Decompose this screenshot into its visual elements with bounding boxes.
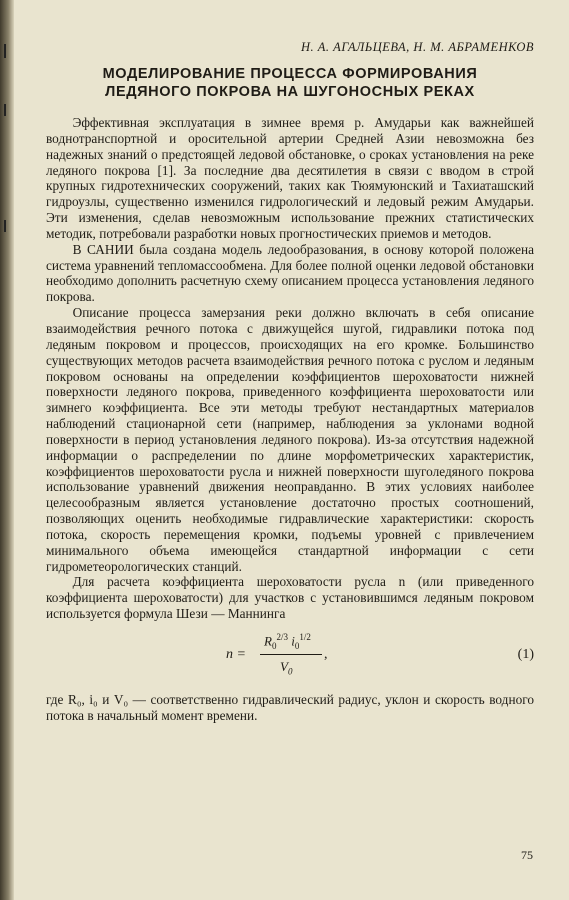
- fraction-bar: [260, 654, 322, 655]
- article-title: [46, 65, 534, 101]
- manning-formula: [226, 630, 346, 682]
- paragraph: Эффективная эксплуатация в зимнее время р. Амударьи как важнейшей воднотранспортной и оросительной артерии Средней Азии невозможна без надежных знаний о предстоящей ледовой обстановке, о сроках установления на реке ледяного покрова [1]. За последние два десятилетия в связи с вводом в строй крупных гидротехнических сооружений, таких как Тюямуюнский и Тахиаташский гидроузлы, существенно изменился гидрологический и ледовый режим Амударьи. Эти изменения, сделав невозможным использование прежних статистических методик, потребовали разработки новых прогностических приемов и методов.: [46, 115, 534, 241]
- gutter-mark: [4, 220, 6, 232]
- formula-numerator: $R_0^{2/3}$ $i_0^{1/2}$: [264, 632, 311, 651]
- paragraph: Для расчета коэффициента шероховатости русла n (или приведенного коэффициента шероховатости) для участков с установившимся ледяным покровом используется формула Шези — Маннинга: [46, 574, 534, 622]
- equation-number: (1): [517, 647, 534, 662]
- title-line: МОДЕЛИРОВАНИЕ ПРОЦЕССА ФОРМИРОВАНИЯ: [102, 66, 478, 82]
- paragraph: В САНИИ была создана модель ледообразования, в основу которой положена система уравнений тепломассообмена. Для более полной оценки ледовой обстановки необходимо дополнить расчетную схему описанием процесса установления ледяного покрова.: [46, 241, 534, 305]
- title-line: ЛЕДЯНОГО ПОКРОВА НА ШУГОНОСНЫХ РЕКАХ: [105, 84, 475, 100]
- gutter-mark: [4, 44, 6, 58]
- formula-lhs: n =: [226, 647, 246, 662]
- paragraph: Описание процесса замерзания реки должно включать в себя описание взаимодействия речного потока с движущейся шугой, гидравлики потока под ледяным покровом и процессов, происходящих на его кромке. Большинство существующих методов расчета взаимодействия речного потока с руслом и ледяным покровом основаны на определении коэффициентов шероховатости нижней поверхности ледяного покрова, приведенного коэффициента шероховатости или зимнего коэффициента. Все эти методы требуют нестандартных материалов наблюдений стационарной сети (например, наблюдения за уклонами водной поверхности в период установления ледяного покрова). Из-за отсутствия надежной информации о распределении по длине морфометрических характеристик, коэффициентов шероховатости русла и нижней поверхности шуголедяного покрова использование уравнений движения неоправданно. В этих условиях наиболее целесообразным является установление достаточно простых соотношений, позволяющих оценить необходимые гидравлические характеристики: скорость потока, скорость перемещения кромки, подъемы уровней с привлечением минимального объема имеющейся стандартной информации с сети гидрометеорологических станций.: [46, 305, 534, 574]
- page-content: [46, 40, 534, 724]
- page-number: 75: [521, 848, 533, 862]
- paragraph: где R₀, i₀ и V₀ — соответственно гидравлический радиус, уклон и скорость водного потока в начальный момент времени.: [46, 692, 534, 723]
- authors-header: Н. А. АГАЛЬЦЕВА, Н. М. АБРАМЕНКОВ: [301, 40, 534, 54]
- equation-1: [46, 624, 534, 688]
- gutter-mark: [4, 104, 6, 116]
- formula-denominator: $V_0$: [280, 659, 293, 677]
- page-gutter: [0, 0, 14, 900]
- formula-comma: ,: [324, 647, 328, 662]
